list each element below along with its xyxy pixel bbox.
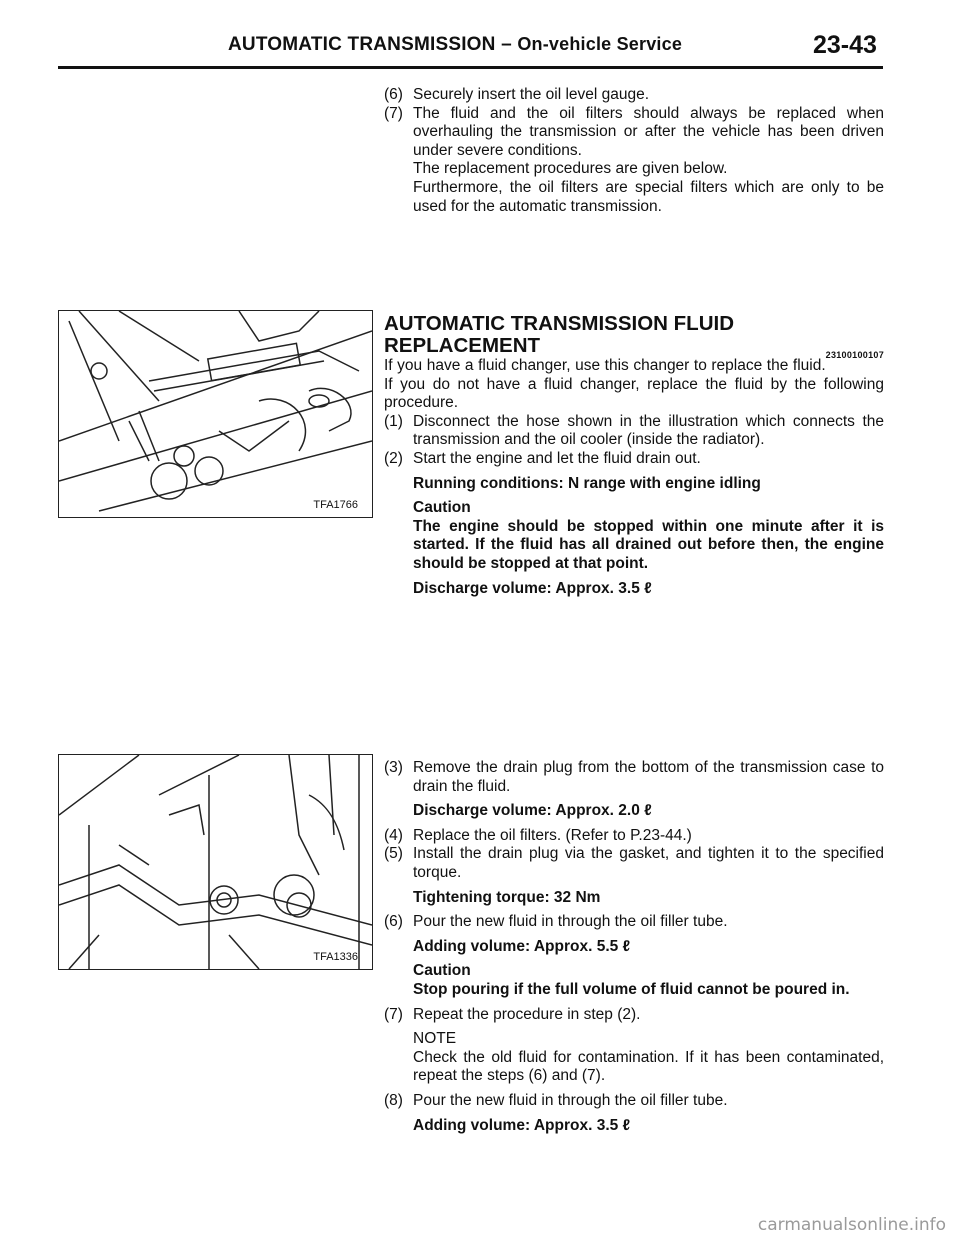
page-header-title <box>228 34 682 56</box>
step-text: Repeat the procedure in step (2). <box>413 1005 641 1023</box>
list-item: (2) Start the engine and let the fluid drain out. <box>384 449 701 467</box>
section-intro: If you have a fluid changer, use this changer to replace the fluid. If you do not have a fluid changer, replace the fluid by the following procedure. <box>384 357 884 412</box>
discharge-volume: Discharge volume: Approx. 2.0 ℓ <box>413 802 652 820</box>
figure-label: TFA1766 <box>313 499 358 511</box>
step-text: Start the engine and let the fluid drain out. <box>413 449 701 467</box>
header-title: AUTOMATIC TRANSMISSION <box>228 34 496 55</box>
step-text: The fluid and the oil filters should always be replaced when overhauling the transmission or after the vehicle has been driven under severe conditions. <box>413 104 884 159</box>
list-item: (4) Replace the oil filters. (Refer to P.23-44.) <box>384 826 692 844</box>
figure-label: TFA1336 <box>313 951 358 963</box>
step-text: Pour the new fluid in through the oil filler tube. <box>413 1091 728 1109</box>
caution-label: Caution <box>413 962 471 980</box>
page-number: 23-43 <box>813 31 877 59</box>
section-title: AUTOMATIC TRANSMISSION FLUID <box>384 312 735 335</box>
hose-illustration <box>59 311 372 517</box>
step-text: Install the drain plug via the gasket, and tighten it to the specified torque. <box>413 845 884 881</box>
list-item: (3) Remove the drain plug from the bottom of the transmission case to drain the fluid. <box>384 759 884 795</box>
step-text: Replace the oil filters. (Refer to P.23-44.) <box>413 826 692 844</box>
list-item: (5) Install the drain plug via the gasket, and tighten it to the specified torque. <box>384 845 884 881</box>
list-item: (1) Disconnect the hose shown in the illustration which connects the transmission and the oil cooler (inside the radiator). <box>384 412 884 449</box>
step-text: Securely insert the oil level gauge. <box>413 86 650 103</box>
step-extra-text: Furthermore, the oil filters are special filters which are only to be used for the automatic transmission. <box>413 178 884 215</box>
section-drain-and-refill <box>384 759 884 1135</box>
figure-drain-plug <box>58 754 373 970</box>
section-code: 23100100107 <box>825 350 884 360</box>
running-conditions: Running conditions: N range with engine idling <box>413 474 761 492</box>
drain-plug-illustration <box>59 755 372 969</box>
header-subtitle: On-vehicle Service <box>517 34 683 54</box>
tightening-torque: Tightening torque: 32 Nm <box>413 888 601 906</box>
intro-steps <box>384 86 884 216</box>
note-text: Check the old fluid for contamination. If it has been contaminated, repeat the steps (6) and (7). <box>413 1048 884 1085</box>
discharge-volume: Discharge volume: Approx. 3.5 ℓ <box>413 579 652 597</box>
step-extra-text: The replacement procedures are given below. <box>413 160 728 178</box>
section-fluid-replacement <box>384 313 884 598</box>
caution-label: Caution <box>413 499 471 517</box>
section-title-line2: REPLACEMENT 23100100107 <box>384 335 884 357</box>
footer-watermark: carmanualsonline.info <box>757 1215 946 1235</box>
header-dash: – <box>501 34 512 55</box>
header-rule <box>58 66 883 69</box>
note-label: NOTE <box>413 1030 457 1048</box>
step-text: Remove the drain plug from the bottom of the transmission case to drain the fluid. <box>413 759 884 795</box>
list-item: (6) Securely insert the oil level gauge. <box>384 86 650 103</box>
list-item: (7) The fluid and the oil filters should always be replaced when overhauling the transmission or after the vehicle has been driven under severe conditions. <box>384 104 884 159</box>
step-text: Pour the new fluid in through the oil filler tube. <box>413 913 728 931</box>
caution-text: The engine should be stopped within one minute after it is started. If the fluid has all drained out before then, the engine should be stopped at that point. <box>413 517 884 572</box>
adding-volume: Adding volume: Approx. 3.5 ℓ <box>413 1116 631 1134</box>
caution-text: Stop pouring if the full volume of fluid cannot be poured in. <box>413 980 850 998</box>
list-item: (8) Pour the new fluid in through the oil filler tube. <box>384 1091 728 1109</box>
list-item: (7) Repeat the procedure in step (2). <box>384 1005 641 1023</box>
list-item: (6) Pour the new fluid in through the oil filler tube. <box>384 913 728 931</box>
figure-hose-oil-cooler <box>58 310 373 518</box>
step-text: Disconnect the hose shown in the illustration which connects the transmission and the oil cooler (inside the radiator). <box>413 412 884 449</box>
adding-volume: Adding volume: Approx. 5.5 ℓ <box>413 937 631 955</box>
